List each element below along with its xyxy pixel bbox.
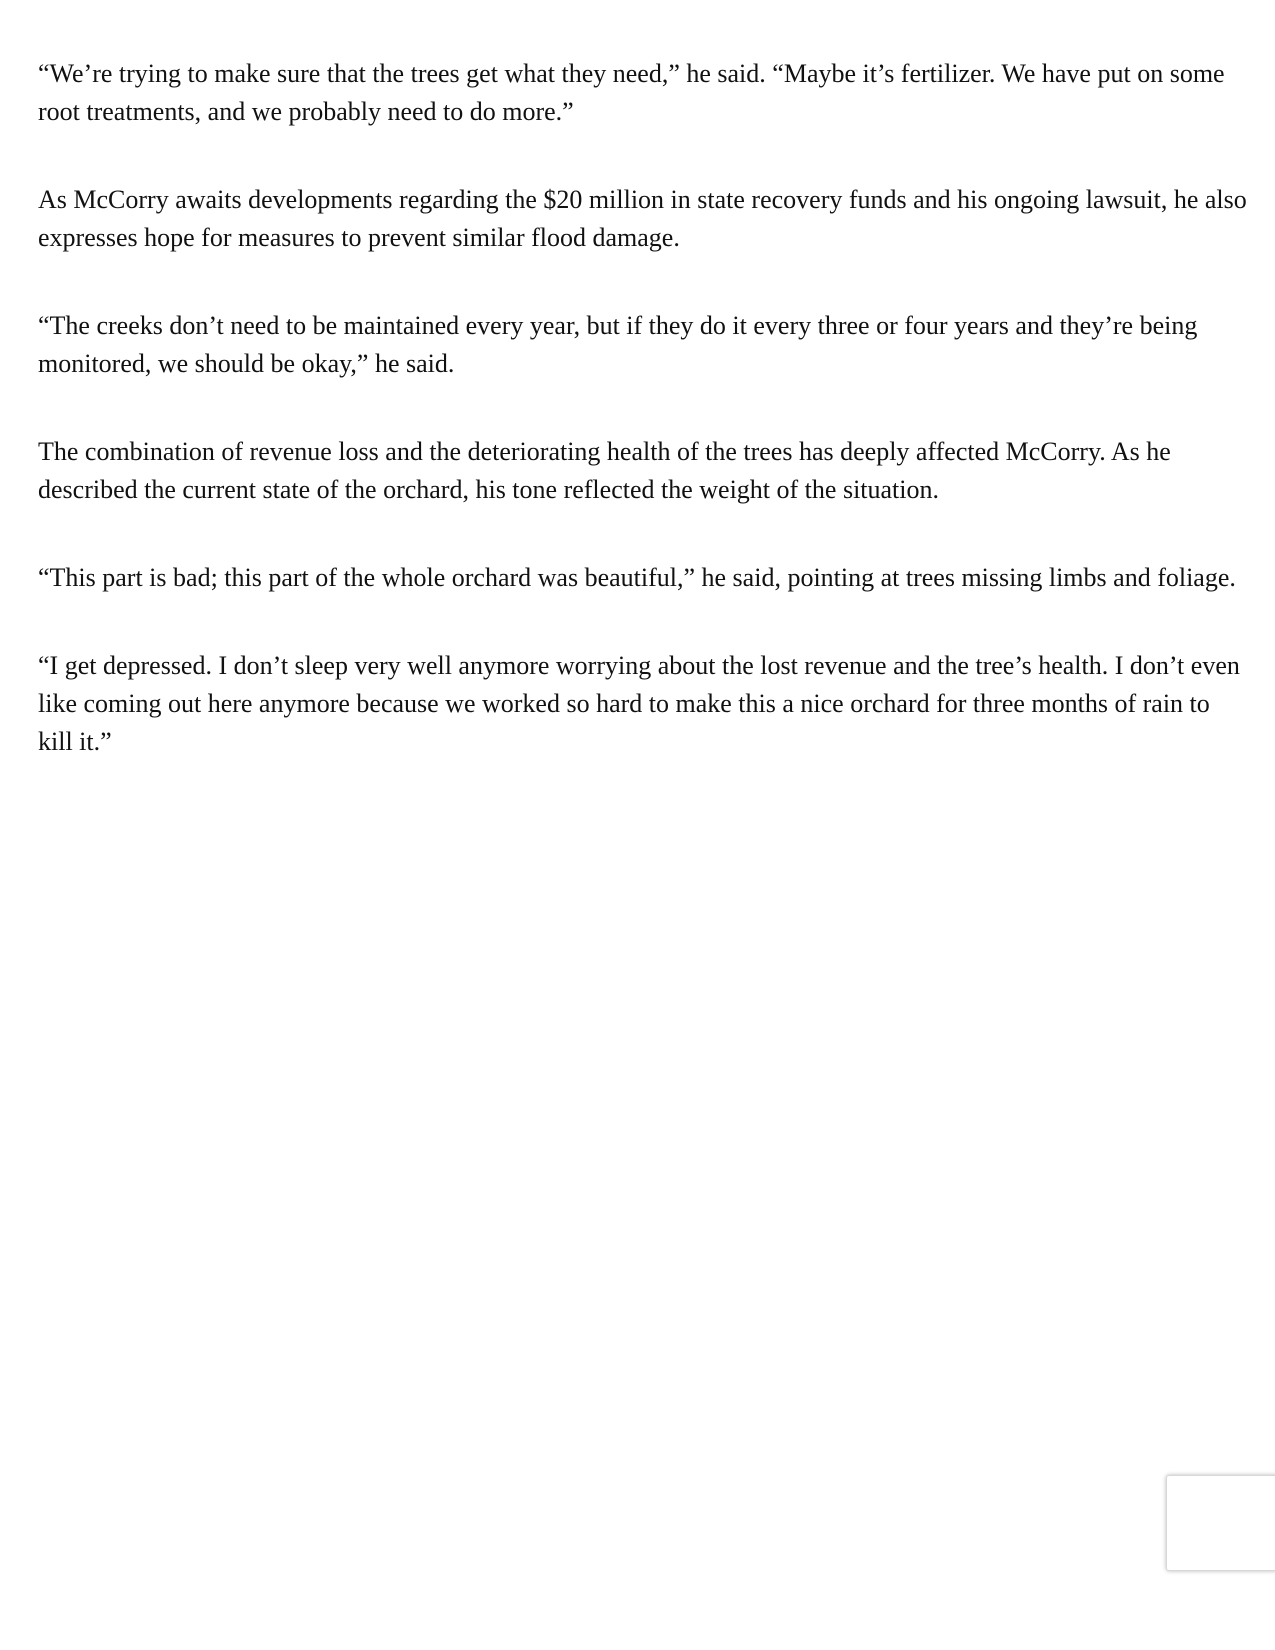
paragraph: “We’re trying to make sure that the trees get what they need,” he said. “Maybe it’s fertilizer. We have put on some root treatments, and we probably need to do more.”: [38, 59, 1225, 126]
paragraph: As McCorry awaits developments regarding the $20 million in state recovery funds and his ongoing lawsuit, he also expresses hope for measures to prevent similar flood damage.: [38, 185, 1247, 252]
paragraph: The combination of revenue loss and the deteriorating health of the trees has deeply affected McCorry. As he described the current state of the orchard, his tone reflected the weight of the situation.: [38, 437, 1171, 504]
floating-widget-box[interactable]: [1166, 1475, 1275, 1571]
paragraph: “This part is bad; this part of the whole orchard was beautiful,” he said, pointing at trees missing limbs and foliage.: [38, 563, 1236, 592]
paragraph: “I get depressed. I don’t sleep very well anymore worrying about the lost revenue and the tree’s health. I don’t even like coming out here anymore because we worked so hard to make this a nice orchard for three months of rain to kill it.”: [38, 651, 1240, 756]
paragraph: “The creeks don’t need to be maintained every year, but if they do it every three or four years and they’re being monitored, we should be okay,” he said.: [38, 311, 1198, 378]
article-body: [38, 55, 1248, 811]
